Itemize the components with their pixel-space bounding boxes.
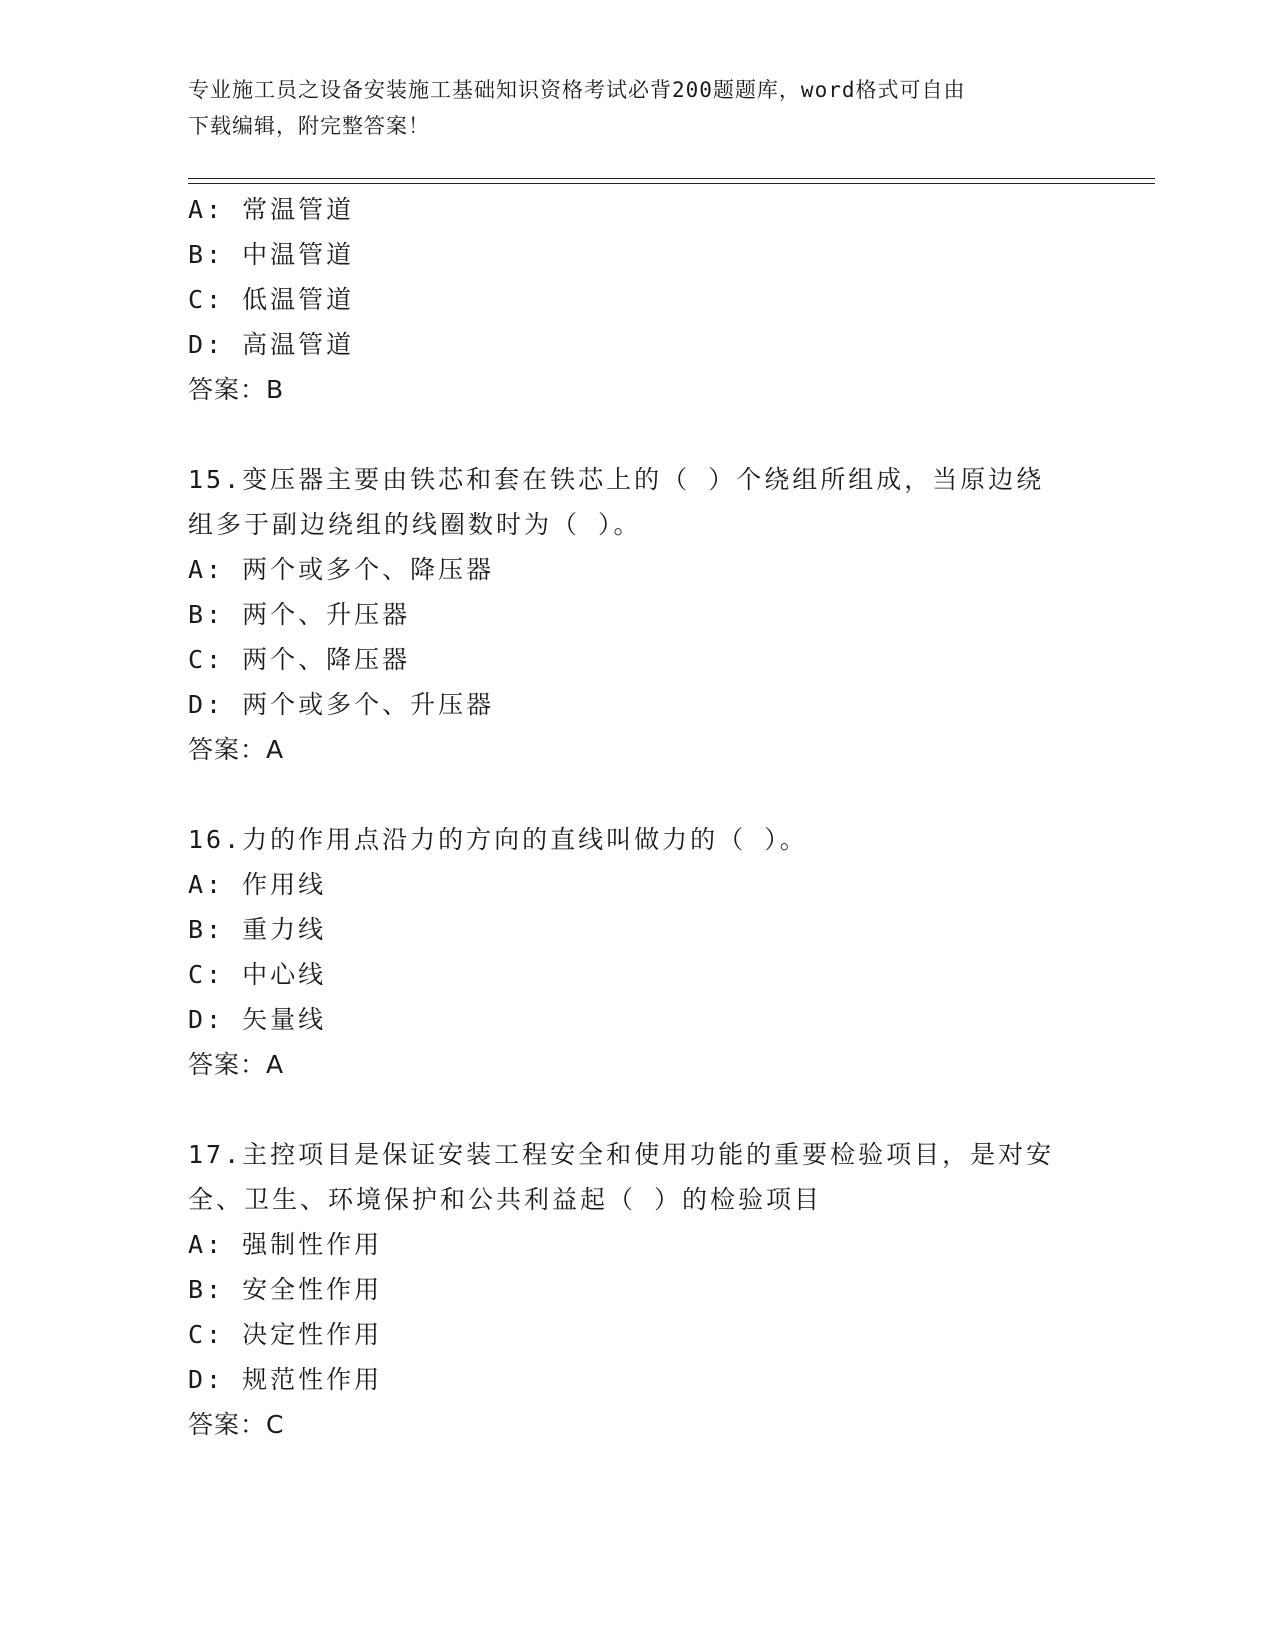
header-divider-bottom	[188, 183, 1155, 184]
q16-option-c: C: 中心线	[188, 960, 327, 989]
q16-option-d: D: 矢量线	[188, 1005, 327, 1034]
q17-stem-line-1: 17.主控项目是保证安装工程安全和使用功能的重要检验项目，是对安	[188, 1140, 1055, 1169]
q15-answer: 答案：A	[188, 735, 285, 764]
q17-option-b: B: 安全性作用	[188, 1275, 383, 1304]
q17-stem-line-2: 全、卫生、环境保护和公共利益起（ ）的检验项目	[188, 1185, 823, 1214]
q14-option-a: A: 常温管道	[188, 195, 355, 224]
q15-stem-line-1: 15.变压器主要由铁芯和套在铁芯上的（ ）个绕组所组成，当原边绕	[188, 465, 1045, 494]
q14-option-c: C: 低温管道	[188, 285, 355, 314]
q15-option-c: C: 两个、降压器	[188, 645, 411, 674]
q17-option-c: C: 决定性作用	[188, 1320, 383, 1349]
q14-option-d: D: 高温管道	[188, 330, 355, 359]
header-line-1: 专业施工员之设备安装施工基础知识资格考试必背200题题库，word格式可自由	[188, 78, 966, 102]
q15-option-d: D: 两个或多个、升压器	[188, 690, 495, 719]
header-divider-top	[188, 178, 1155, 179]
q15-option-a: A: 两个或多个、降压器	[188, 555, 495, 584]
q14-option-b: B: 中温管道	[188, 240, 355, 269]
q17-answer: 答案：C	[188, 1410, 285, 1439]
q17-option-a: A: 强制性作用	[188, 1230, 383, 1259]
q16-option-a: A: 作用线	[188, 870, 327, 899]
q17-option-d: D: 规范性作用	[188, 1365, 383, 1394]
header-line-2: 下载编辑，附完整答案！	[188, 114, 430, 138]
q15-stem-line-2: 组多于副边绕组的线圈数时为（ ）。	[188, 510, 642, 539]
q16-answer: 答案：A	[188, 1050, 285, 1079]
q16-stem-line-1: 16.力的作用点沿力的方向的直线叫做力的（ ）。	[188, 825, 808, 854]
document-header	[188, 72, 1068, 144]
q15-option-b: B: 两个、升压器	[188, 600, 411, 629]
q14-answer: 答案：B	[188, 375, 285, 404]
q16-option-b: B: 重力线	[188, 915, 327, 944]
